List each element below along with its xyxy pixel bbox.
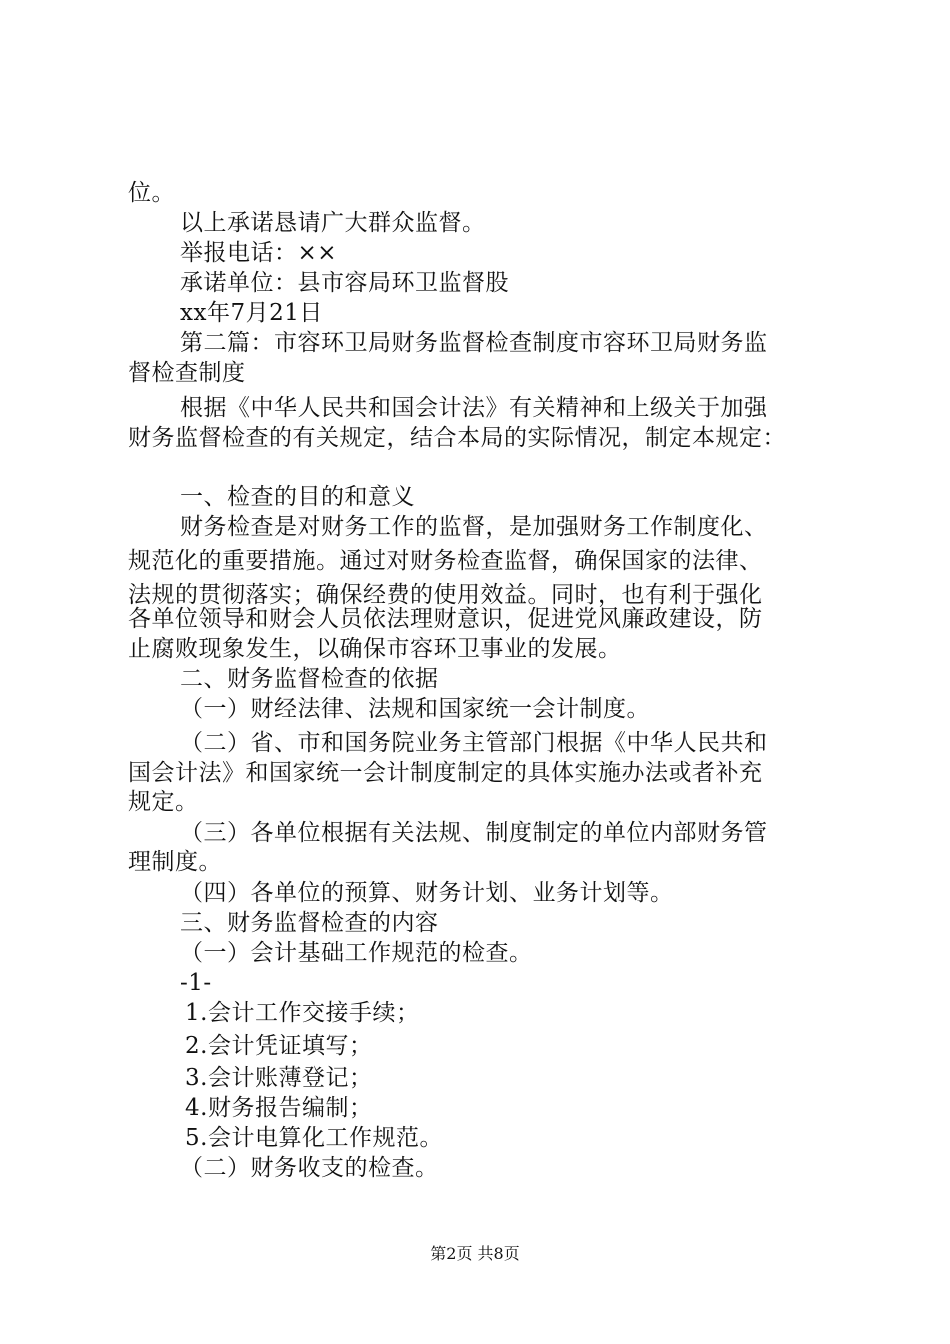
text-line: 以上承诺恳请广大群众监督。 bbox=[180, 210, 486, 236]
inline-page-marker: -1- bbox=[180, 970, 212, 996]
list-item: （二）省、市和国务院业务主管部门根据《中华人民共和 bbox=[180, 730, 768, 756]
list-item: （四）各单位的预算、财务计划、业务计划等。 bbox=[180, 880, 674, 906]
section-heading: 第二篇：市容环卫局财务监督检查制度市容环卫局财务监 bbox=[180, 330, 768, 356]
list-item: 5.会计电算化工作规范。 bbox=[185, 1125, 443, 1151]
text-line: 财务检查是对财务工作的监督，是加强财务工作制度化、 bbox=[180, 514, 768, 540]
page-footer: 第2页 共8页 bbox=[430, 1244, 520, 1263]
text-line: 规范化的重要措施。通过对财务检查监督，确保国家的法律、 bbox=[128, 548, 763, 574]
text-line: 法规的贯彻落实；确保经费的使用效益。同时，也有利于强化 bbox=[128, 582, 763, 608]
list-item-continued: 国会计法》和国家统一会计制度制定的具体实施办法或者补充 bbox=[128, 760, 763, 786]
text-line: 财务监督检查的有关规定，结合本局的实际情况，制定本规定： bbox=[128, 425, 786, 451]
text-line: 止腐败现象发生，以确保市容环卫事业的发展。 bbox=[128, 636, 622, 662]
text-line: 各单位领导和财会人员依法理财意识，促进党风廉政建设，防 bbox=[128, 606, 763, 632]
list-item: 4.财务报告编制； bbox=[185, 1095, 373, 1121]
list-item: （三）各单位根据有关法规、制度制定的单位内部财务管 bbox=[180, 820, 768, 846]
text-line: 举报电话：×× bbox=[180, 240, 338, 266]
text-line: 承诺单位：县市容局环卫监督股 bbox=[180, 270, 509, 296]
list-item-continued: 理制度。 bbox=[128, 849, 222, 875]
list-item: 3.会计账薄登记； bbox=[185, 1065, 373, 1091]
section-heading-continued: 督检查制度 bbox=[128, 360, 246, 386]
list-item: 2.会计凭证填写； bbox=[185, 1033, 373, 1059]
list-item: 1.会计工作交接手续； bbox=[185, 1000, 420, 1026]
list-item-continued: 规定。 bbox=[128, 789, 199, 815]
list-item: （一）会计基础工作规范的检查。 bbox=[180, 940, 533, 966]
subheading: 一、检查的目的和意义 bbox=[180, 484, 415, 510]
subheading: 二、财务监督检查的依据 bbox=[180, 666, 439, 692]
list-item: （一）财经法律、法规和国家统一会计制度。 bbox=[180, 696, 650, 722]
text-line: xx年7月21日 bbox=[180, 300, 323, 326]
text-line: 根据《中华人民共和国会计法》有关精神和上级关于加强 bbox=[180, 395, 768, 421]
list-item: （二）财务收支的检查。 bbox=[180, 1155, 439, 1181]
subheading: 三、财务监督检查的内容 bbox=[180, 910, 439, 936]
text-line: 位。 bbox=[128, 180, 175, 206]
